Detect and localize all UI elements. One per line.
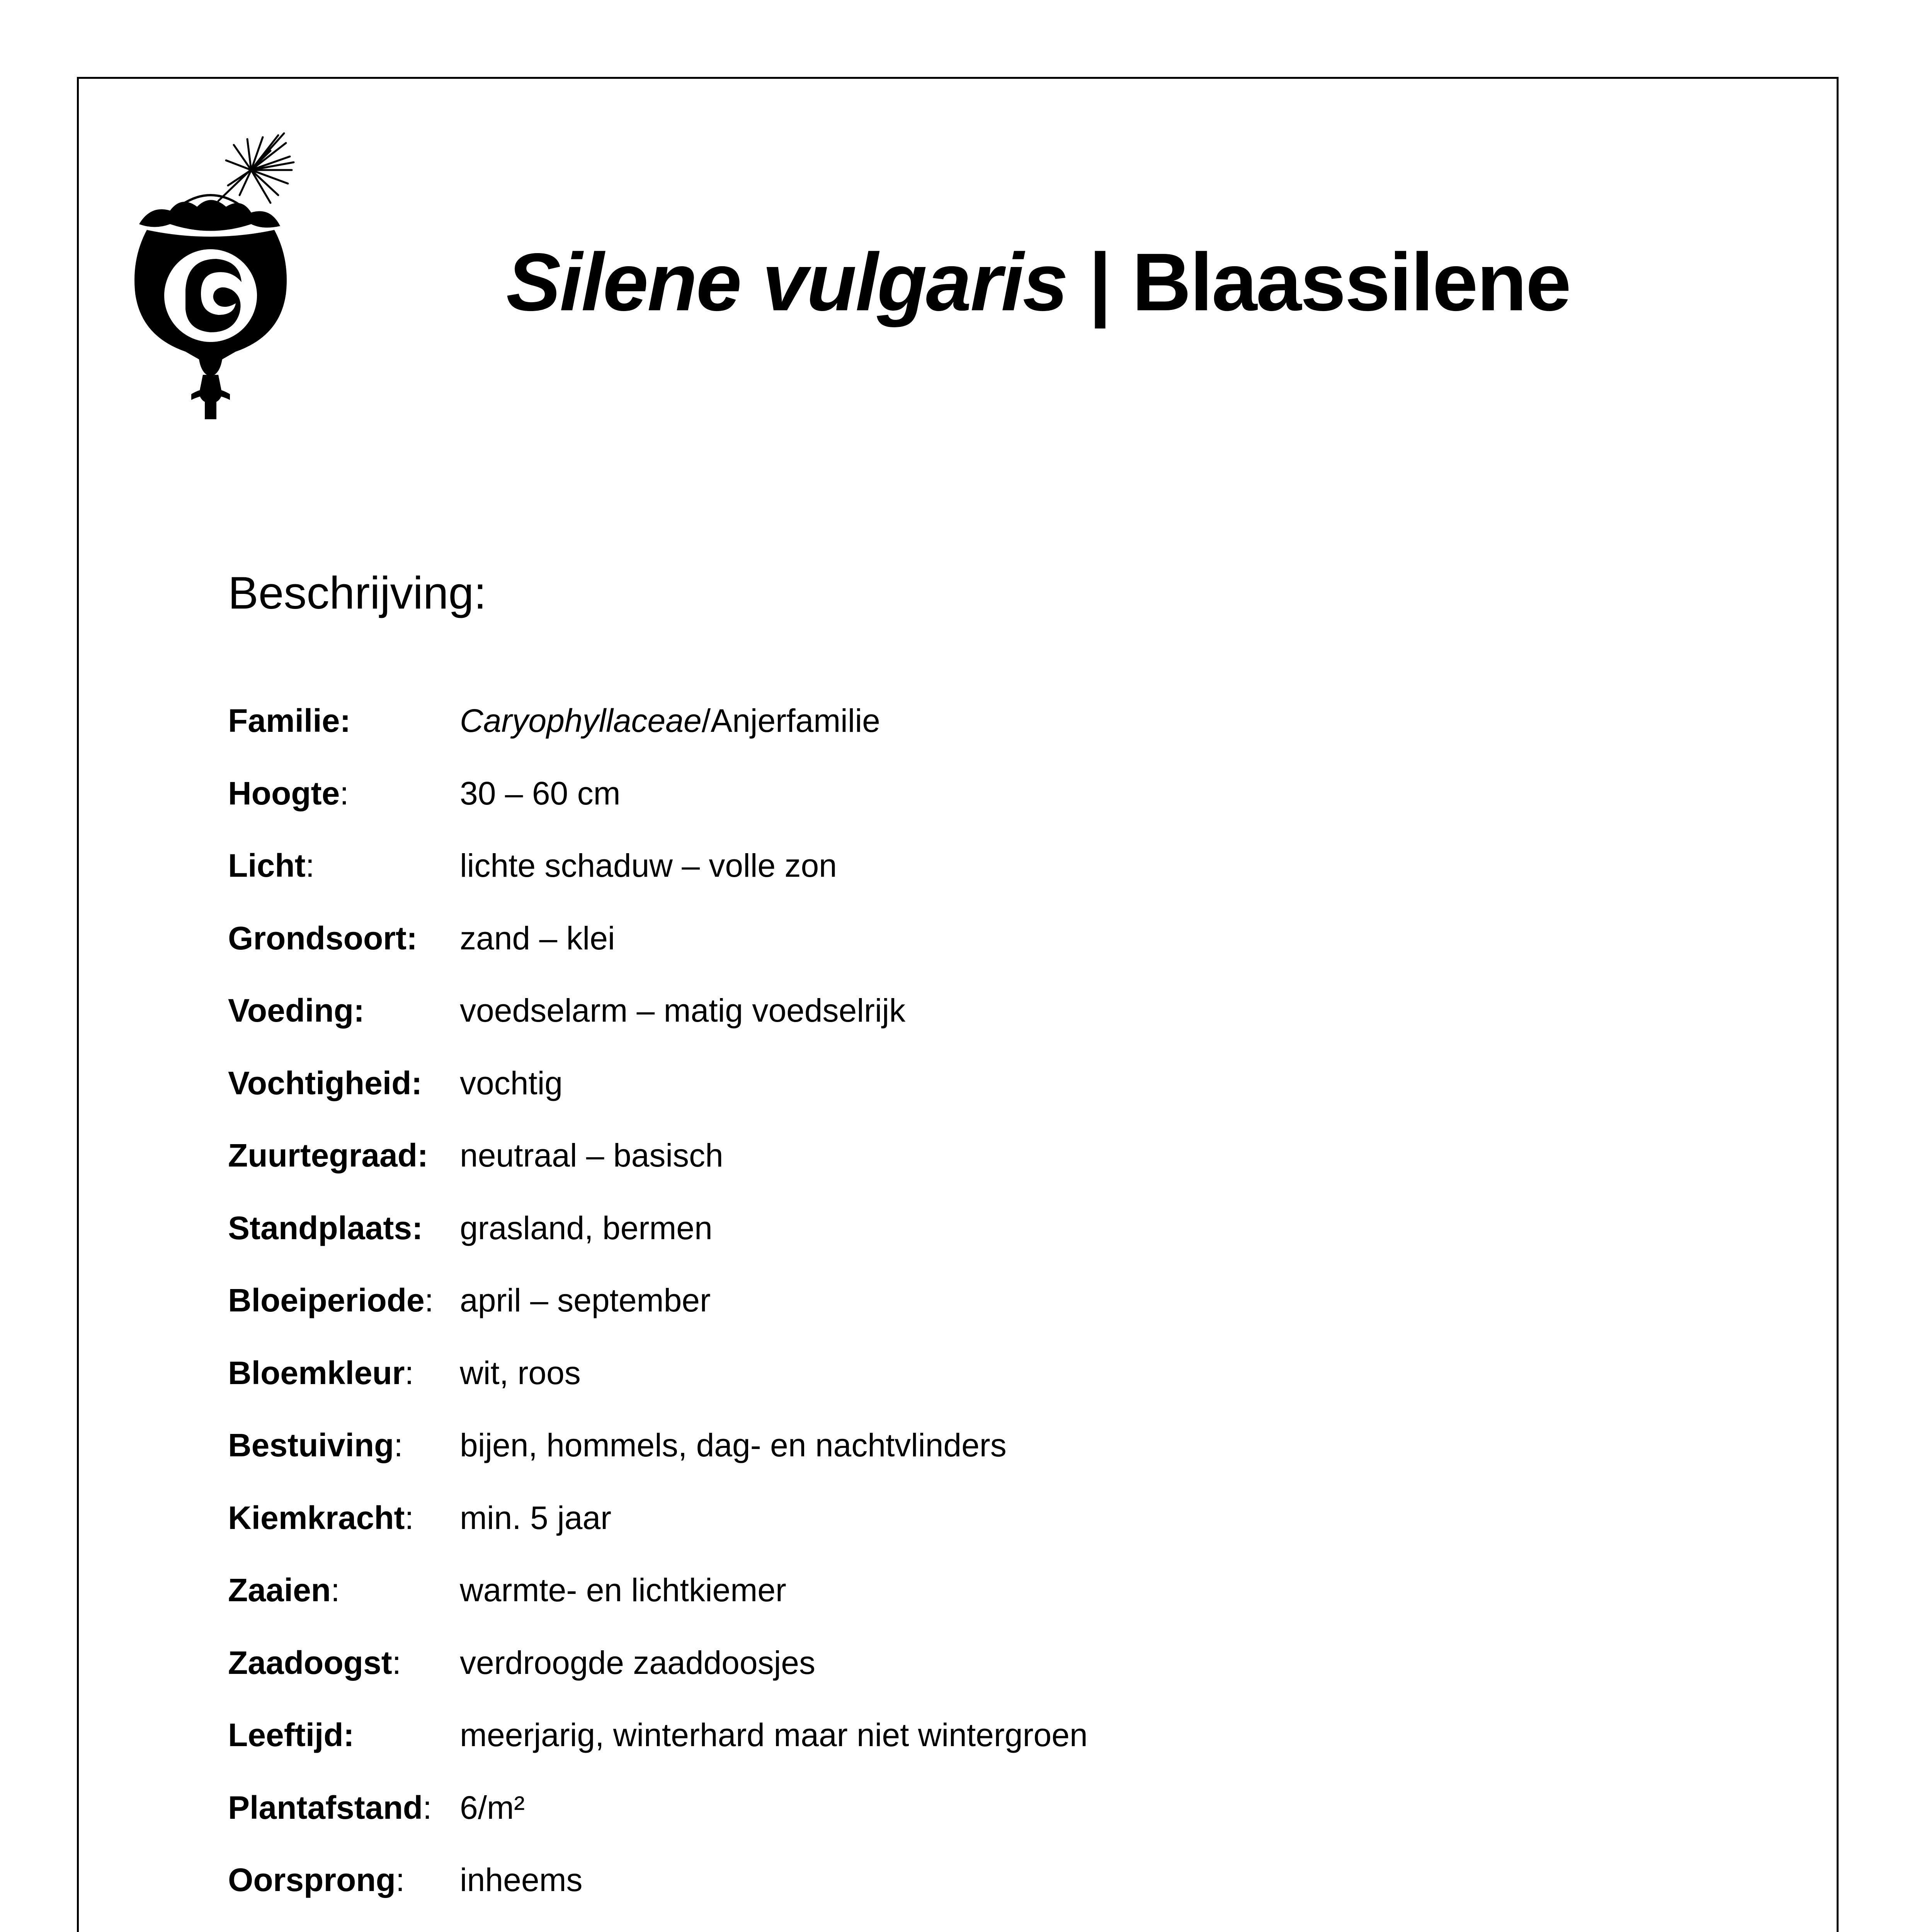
property-row-kiemkracht [228, 1497, 1735, 1569]
property-value: april – september [460, 1282, 711, 1318]
title-common-name: Blaassilene [1132, 236, 1570, 328]
property-label: Zuurtegraad: [228, 1137, 429, 1173]
property-row-zuurtegraad [228, 1134, 1735, 1207]
property-value: lichte schaduw – volle zon [460, 847, 837, 884]
property-value: 30 – 60 cm [460, 775, 621, 811]
property-row-familie [228, 699, 1735, 772]
property-row-vochtigheid [228, 1062, 1735, 1134]
property-row-standplaats [228, 1207, 1735, 1279]
property-label: Familie: [228, 702, 351, 739]
property-label: Bloeiperiode: [228, 1282, 434, 1318]
property-label: Hoogte: [228, 775, 349, 811]
property-label: Zaaien: [228, 1572, 340, 1608]
title-separator: | [1067, 236, 1132, 328]
property-value: neutraal – basisch [460, 1137, 723, 1173]
property-row-oorsprong [228, 1859, 1735, 1931]
property-row-leeftijd [228, 1714, 1735, 1786]
property-value: verdroogde zaaddoosjes [460, 1644, 815, 1681]
property-label: Licht: [228, 847, 315, 884]
property-label: Bestuiving: [228, 1427, 403, 1463]
property-value: inheems [460, 1862, 583, 1898]
poppy-seedhead-logo-icon [124, 128, 298, 421]
property-value: zand – klei [460, 920, 615, 956]
property-value: 6/m² [460, 1789, 525, 1826]
property-label: Bloemkleur: [228, 1354, 414, 1391]
property-row-voeding [228, 989, 1735, 1062]
property-value: meerjarig, winterhard maar niet wintergroen [460, 1717, 1088, 1753]
property-row-zaadoogst [228, 1641, 1735, 1714]
property-label: Vochtigheid: [228, 1065, 422, 1101]
property-row-grondsoort [228, 917, 1735, 990]
properties-list [228, 699, 1735, 1932]
property-value: bijen, hommels, dag- en nachtvlinders [460, 1427, 1007, 1463]
property-label: Standplaats: [228, 1209, 423, 1246]
property-row-plantafstand [228, 1786, 1735, 1859]
property-label: Oorsprong: [228, 1862, 405, 1898]
property-value: vochtig [460, 1065, 563, 1101]
property-label: Plantafstand: [228, 1789, 432, 1826]
property-row-bloeiperiode [228, 1279, 1735, 1352]
section-heading-text: Beschrijving [228, 568, 474, 619]
property-value: voedselarm – matig voedselrijk [460, 992, 906, 1029]
property-label: Voeding: [228, 992, 365, 1029]
property-row-bloemkleur [228, 1352, 1735, 1424]
property-label: Grondsoort: [228, 920, 417, 956]
section-heading [228, 564, 486, 622]
page-title [506, 232, 1570, 332]
property-value: Caryophyllaceae/Anjerfamilie [460, 702, 880, 739]
property-label: Zaadoogst: [228, 1644, 401, 1681]
property-row-licht [228, 844, 1735, 917]
property-row-bestuiving [228, 1424, 1735, 1497]
title-species: Silene vulgaris [506, 236, 1067, 328]
section-heading-colon: : [474, 568, 486, 619]
property-label: Leeftijd: [228, 1717, 354, 1753]
property-value: wit, roos [460, 1354, 581, 1391]
property-label: Kiemkracht: [228, 1499, 414, 1536]
property-row-hoogte [228, 772, 1735, 845]
property-value: warmte- en lichtkiemer [460, 1572, 786, 1608]
property-value: min. 5 jaar [460, 1499, 612, 1536]
property-row-zaaien [228, 1569, 1735, 1641]
property-value: grasland, bermen [460, 1209, 713, 1246]
